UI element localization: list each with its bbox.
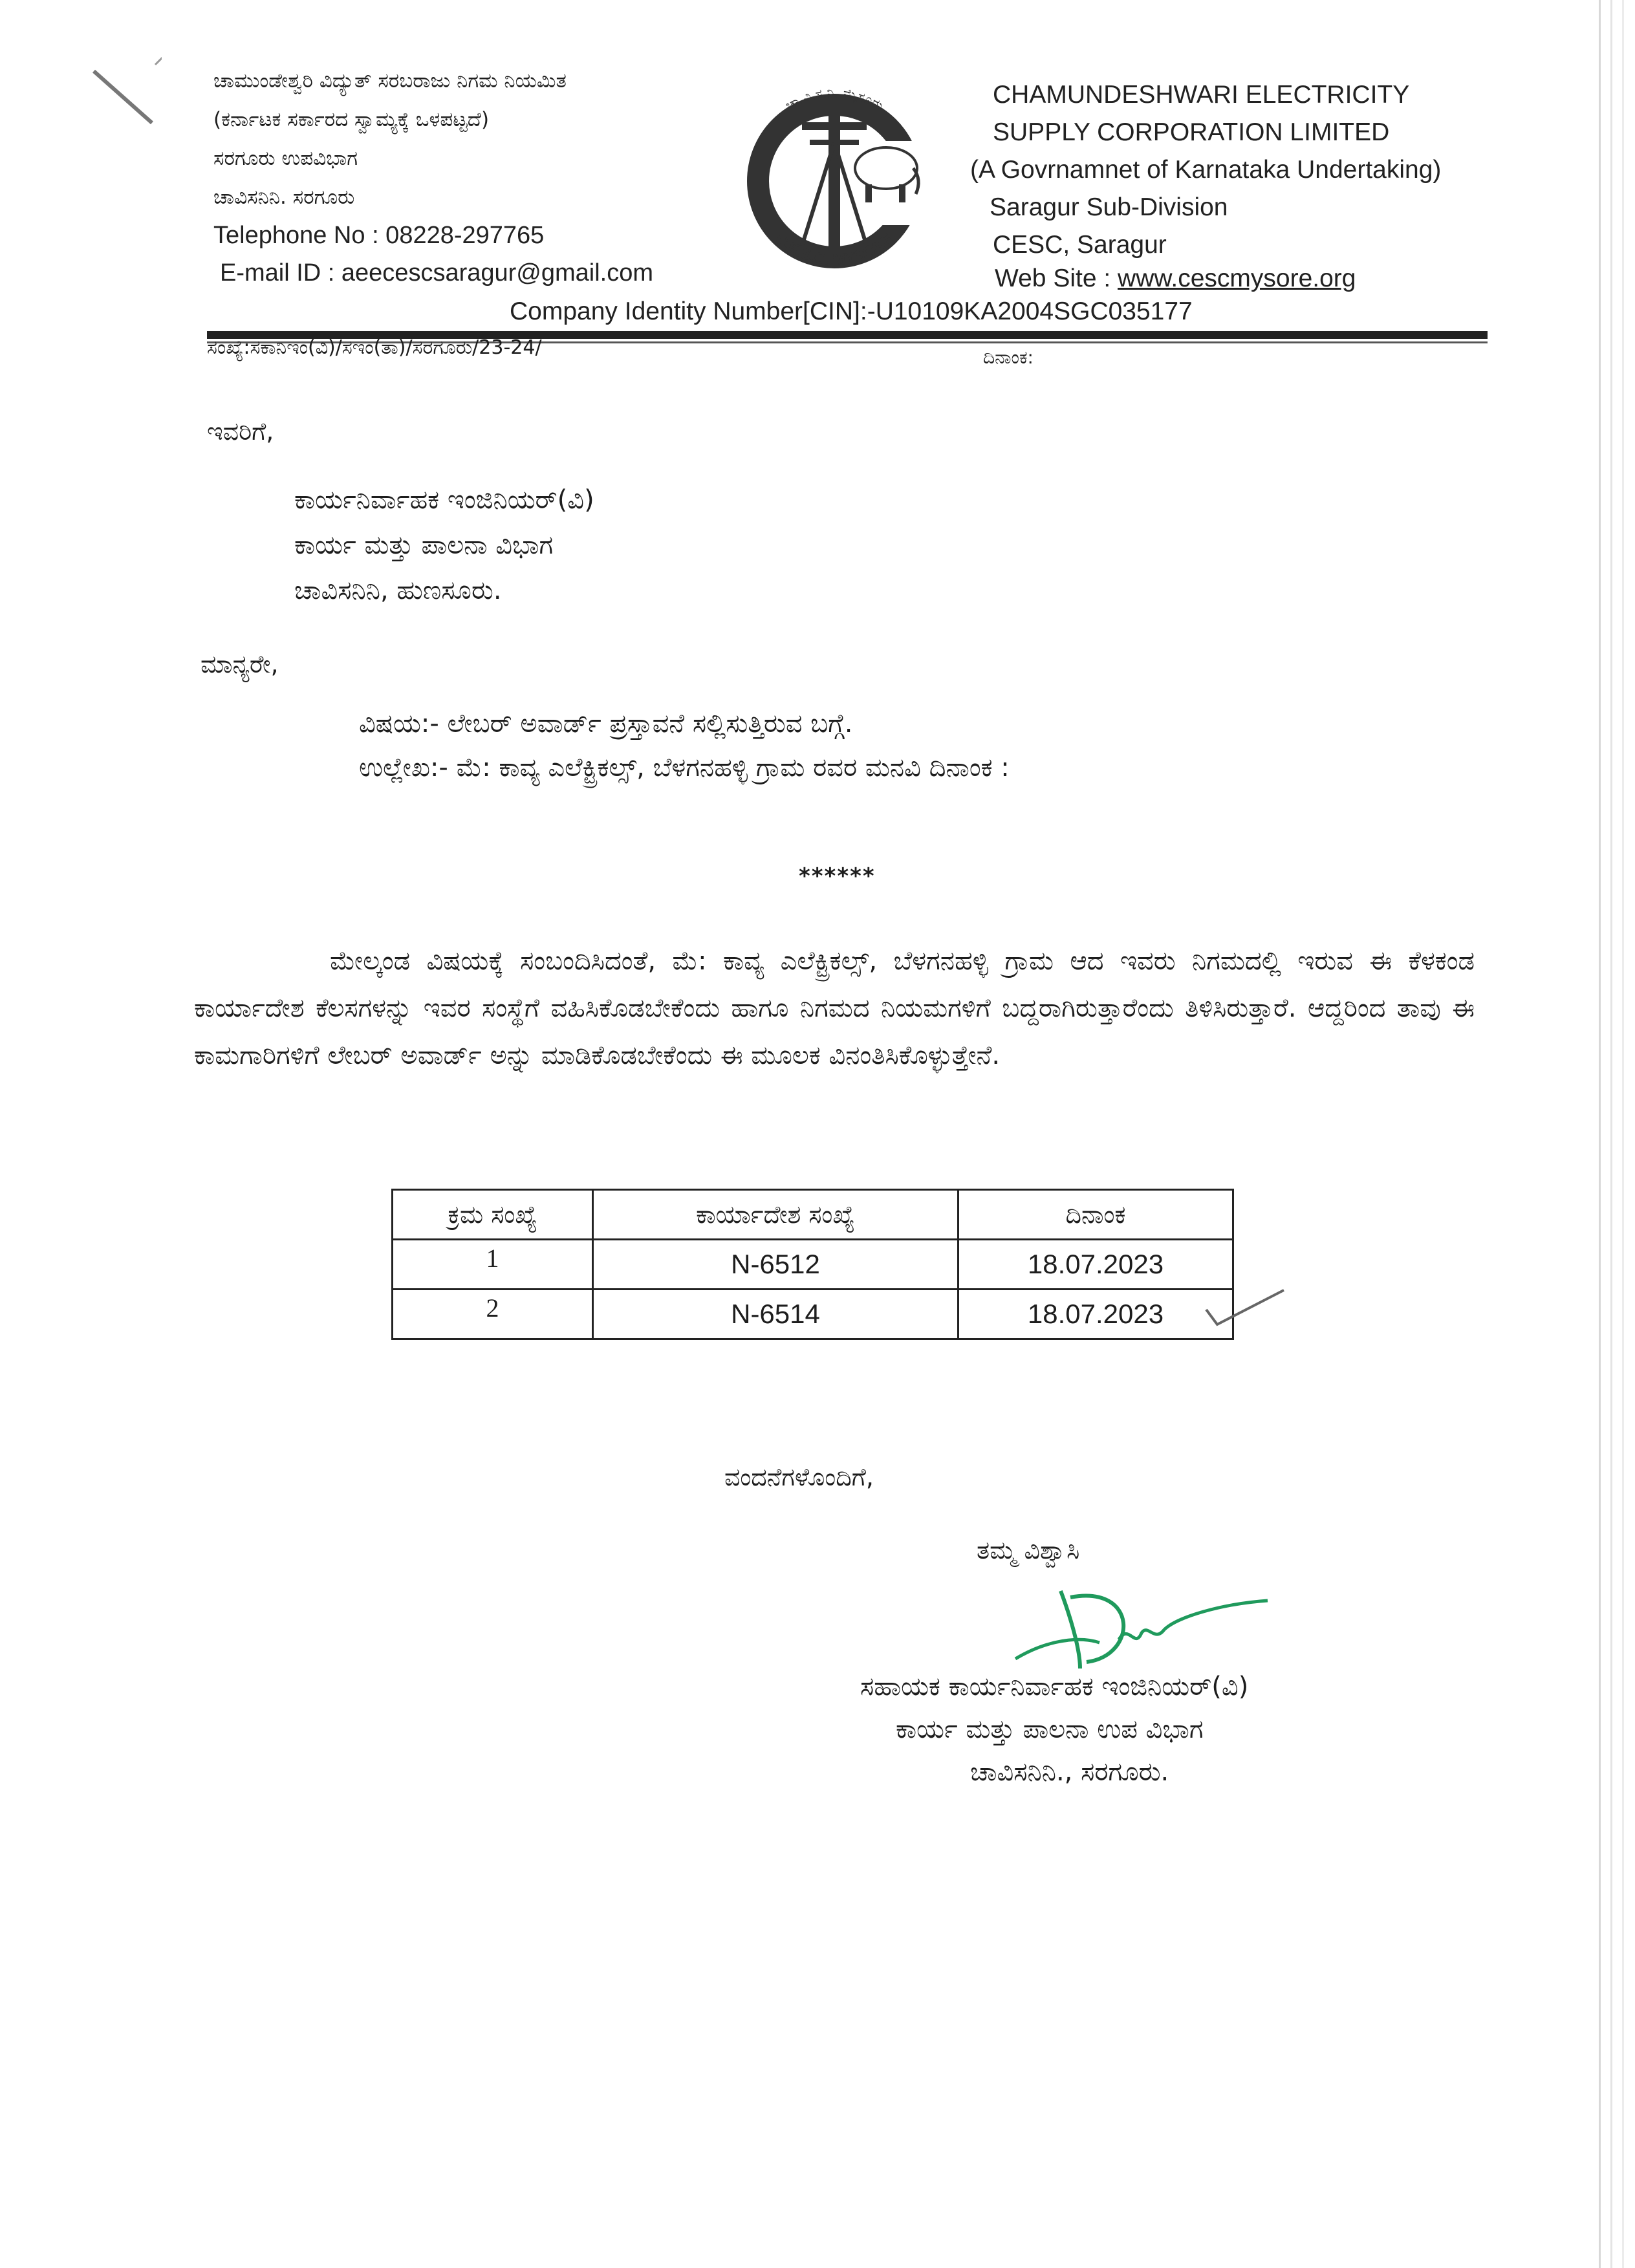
staple-mark — [91, 45, 162, 129]
office-en: CESC, Saragur — [993, 231, 1167, 259]
cell-serial: 1 — [393, 1240, 593, 1290]
org-name-en-1: CHAMUNDESHWARI ELECTRICITY — [993, 81, 1410, 109]
signatory-designation: ಸಹಾಯಕ ಕಾರ್ಯನಿರ್ವಾಹಕ ಇಂಜಿನಿಯರ್(ವಿ) — [860, 1672, 1249, 1701]
org-name-kn: ಚಾಮುಂಡೇಶ್ವರಿ ವಿದ್ಯುತ್ ಸರಬರಾಜು ನಿಗಮ ನಿಯಮಿತ — [213, 69, 567, 92]
cin-number: Company Identity Number[CIN]:-U10109KA2004SGC035177 — [510, 297, 1193, 325]
org-status-en: (A Govrnamnet of Karnataka Undertaking) — [970, 156, 1442, 184]
org-name-en-2: SUPPLY CORPORATION LIMITED — [993, 118, 1390, 146]
subdivision-en: Saragur Sub-Division — [990, 193, 1228, 221]
subject-block — [359, 702, 1010, 790]
to-label: ಇವರಿಗೆ, — [207, 417, 274, 446]
signature — [1009, 1578, 1281, 1675]
reference-number: ಸಂಖ್ಯೆ:ಸಕಾನಿಇಂ(ವಿ)/ಸಇಂ(ತಾ)/ಸರಗೂರು/23-24/ — [207, 336, 542, 359]
signatory-office: ಚಾವಿಸನಿನಿ., ಸರಗೂರು. — [970, 1757, 1169, 1787]
website-label: Web Site : — [995, 265, 1118, 292]
subject: ವಿಷಯ:- ಲೇಬರ್ ಅವಾರ್ಡ್ ಪ್ರಸ್ತಾವನೆ ಸಲ್ಲಿಸುತ್ತಿರುವ ಬಗ್ಗೆ. — [359, 709, 853, 739]
reference: ಉಲ್ಲೇಖ:- ಮೆ: ಕಾವ್ಯ ಎಲೆಕ್ಟ್ರಿಕಲ್ಸ್, ಬೆಳಗನಹಳ್ಳಿ ಗ್ರಾಮ ರವರ ಮನವಿ ದಿನಾಂಕ : — [359, 753, 1010, 783]
body-paragraph: ಮೇಲ್ಕಂಡ ವಿಷಯಕ್ಕೆ ಸಂಬಂದಿಸಿದಂತೆ, ಮೆ: ಕಾವ್ಯ ಎಲೆಕ್ಟ್ರಿಕಲ್ಸ್, ಬೆಳಗನಹಳ್ಳಿ ಗ್ರಾಮ ಆದ ಇವರು ನಿಗಮದಲ್ಲಿ ಇರುವ ಈ ಕೆಳಕಂಡ ಕಾರ್ಯಾದೇಶ ಕೆಲಸಗಳನ್ನು ಇವರ ಸಂಸ್ಥೆಗೆ ವಹಿಸಿಕೊಡಬೇಕೆಂದು ಹಾಗೂ ನಿಗಮದ ನಿಯಮಗಳಿಗೆ ಬದ್ದರಾಗಿರುತ್ತಾರೆಂದು ತಿಳಿಸಿರುತ್ತಾರೆ. ಆದ್ದರಿಂದ ತಾವು ಈ ಕಾಮಗಾರಿಗಳಿಗೆ ಲೇಬರ್ ಅವಾರ್ಡ್ ಅನ್ನು ಮಾಡಿಕೊಡಬೇಕೆಂದು ಈ ಮೂಲಕ ವಿನಂತಿಸಿಕೊಳ್ಳುತ್ತೇನೆ. — [194, 946, 1475, 1070]
header-date: ದಿನಾಂಕ — [958, 1190, 1233, 1240]
cell-serial: 2 — [393, 1290, 593, 1339]
cell-date: 18.07.2023 — [958, 1290, 1233, 1339]
website-link[interactable]: www.cescmysore.org — [1118, 265, 1356, 292]
signatory-department: ಕಾರ್ಯ ಮತ್ತು ಪಾಲನಾ ಉಪ ವಿಭಾಗ — [896, 1714, 1204, 1744]
cell-date: 18.07.2023 — [958, 1240, 1233, 1290]
addressee — [294, 477, 594, 613]
letterhead-kannada — [213, 61, 653, 292]
page-edge-line — [1610, 0, 1612, 2268]
website-line — [970, 264, 1441, 294]
page-edge-line — [1599, 0, 1601, 2268]
cesc-logo — [724, 71, 944, 291]
header-serial: ಕ್ರಮ ಸಂಖ್ಯೆ — [393, 1190, 593, 1240]
yours-faithfully: ತಮ್ಮ ವಿಶ್ವಾಸಿ — [977, 1536, 1080, 1564]
date-label: ದಿನಾಂಕ: — [983, 347, 1034, 368]
signatory-block — [860, 1665, 1248, 1793]
org-status-kn: (ಕರ್ನಾಟಕ ಸರ್ಕಾರದ ಸ್ವಾಮ್ಯಕ್ಕೆ ಒಳಪಟ್ಟದೆ) — [213, 108, 490, 131]
page-edge-line — [1622, 0, 1624, 2268]
work-order-table — [391, 1189, 1234, 1340]
subdivision-kn: ಸರಗೂರು ಉಪವಿಭಾಗ — [213, 147, 358, 170]
table-header-row — [393, 1190, 1233, 1240]
table-row — [393, 1290, 1233, 1339]
logo-top-text: ಚಾ.ವಿ.ಸ.ನಿ. ಮೈಸೂರು — [783, 84, 887, 114]
closing: ವಂದನೆಗಳೊಂದಿಗೆ, — [724, 1463, 874, 1491]
cell-work-order: N-6514 — [593, 1290, 958, 1339]
table-row — [393, 1240, 1233, 1290]
cell-work-order: N-6512 — [593, 1240, 958, 1290]
header-work-order: ಕಾರ್ಯಾದೇಶ ಸಂಖ್ಯೆ — [593, 1190, 958, 1240]
addressee-line: ಕಾರ್ಯ ಮತ್ತು ಪಾಲನಾ ವಿಭಾಗ — [294, 530, 554, 560]
email: E-mail ID : aeecescsaragur@gmail.com — [220, 259, 654, 286]
logo-bottom-text: C.E.S.C, MYSORE — [772, 230, 897, 269]
separator: ****** — [799, 863, 876, 889]
letterhead-english — [970, 76, 1441, 294]
addressee-line: ಚಾವಿಸನಿನಿ, ಹುಣಸೂರು. — [294, 576, 502, 605]
tick-mark — [1203, 1287, 1287, 1332]
addressee-line: ಕಾರ್ಯನಿರ್ವಾಹಕ ಇಂಜಿನಿಯರ್(ವಿ) — [294, 485, 594, 515]
office-kn: ಚಾವಿಸನಿನಿ. ಸರಗೂರು — [213, 186, 355, 209]
telephone: Telephone No : 08228-297765 — [213, 222, 545, 249]
salutation: ಮಾನ್ಯರೇ, — [200, 650, 279, 678]
